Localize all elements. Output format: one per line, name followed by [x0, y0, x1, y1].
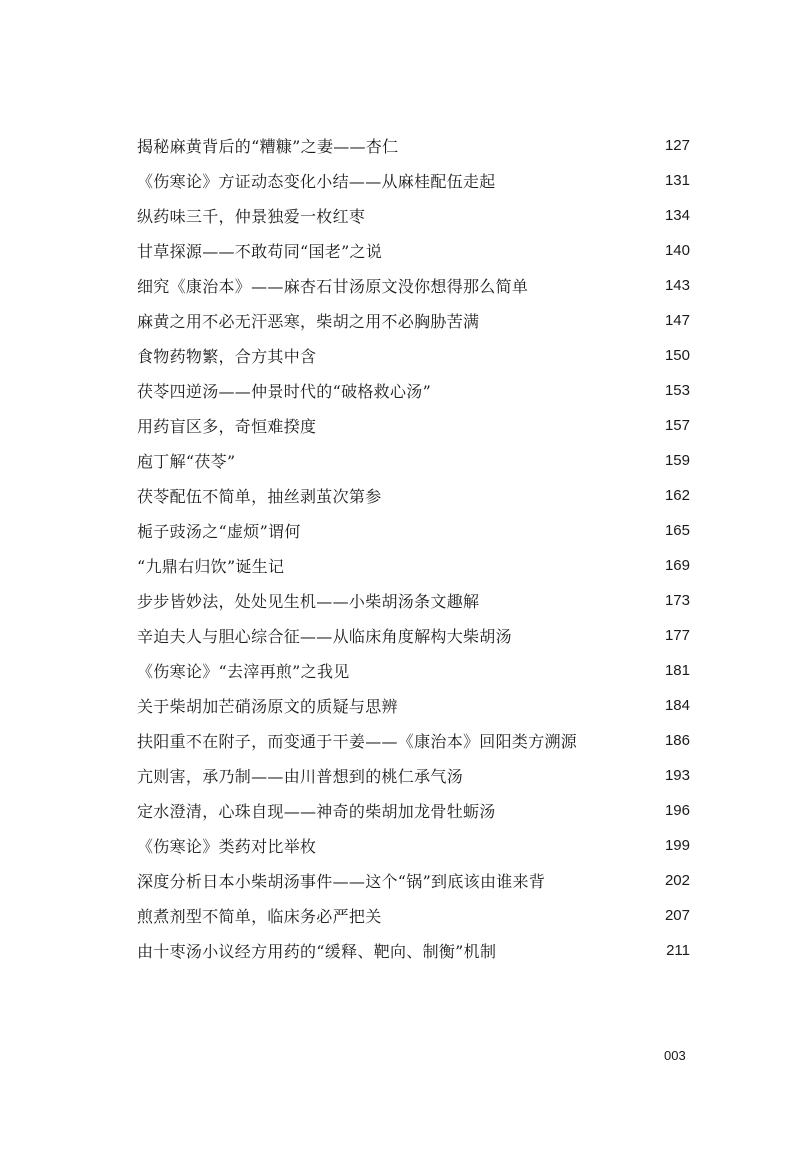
toc-entry-page-number: 127 — [664, 137, 690, 154]
toc-entry-page-number: 181 — [664, 662, 690, 679]
toc-entry — [137, 548, 690, 583]
toc-entry — [137, 373, 690, 408]
toc-entry — [137, 793, 690, 828]
toc-entry — [137, 478, 690, 513]
toc-entry-page-number: 193 — [664, 767, 690, 784]
toc-entry-page-number: 131 — [664, 172, 690, 189]
toc-entry-title: 《伤寒论》“去滓再煎”之我见 — [137, 662, 350, 681]
toc-entry-page-number: 153 — [664, 382, 690, 399]
toc-entry-title: 关于柴胡加芒硝汤原文的质疑与思辨 — [137, 697, 398, 716]
toc-entry — [137, 898, 690, 933]
toc-entry-page-number: 184 — [664, 697, 690, 714]
toc-entry — [137, 163, 690, 198]
toc-entry-page-number: 159 — [664, 452, 690, 469]
toc-entry-title: 《伤寒论》类药对比举枚 — [137, 837, 317, 856]
toc-entry — [137, 723, 690, 758]
toc-entry-title: 庖丁解“茯苓” — [137, 452, 236, 471]
toc-entry — [137, 128, 690, 163]
toc-entry-title: 扶阳重不在附子，而变通于干姜——《康治本》回阳类方溯源 — [137, 732, 578, 751]
page-number: 003 — [664, 1048, 686, 1063]
toc-entry-title: 麻黄之用不必无汗恶寒，柴胡之用不必胸胁苦满 — [137, 312, 480, 331]
toc-entry-page-number: 150 — [664, 347, 690, 364]
toc-entry — [137, 758, 690, 793]
toc-entry-title: 定水澄清，心珠自现——神奇的柴胡加龙骨牡蛎汤 — [137, 802, 496, 821]
toc-entry-page-number: 202 — [664, 872, 690, 889]
toc-entry — [137, 618, 690, 653]
toc-entry-title: 茯苓配伍不简单，抽丝剥茧次第参 — [137, 487, 382, 506]
toc-entry-page-number: 143 — [664, 277, 690, 294]
toc-entry-title: 纵药味三千，仲景独爱一枚红枣 — [137, 207, 366, 226]
toc-entry-page-number: 207 — [664, 907, 690, 924]
toc-entry-page-number: 177 — [664, 627, 690, 644]
toc-entry-title: 亢则害，承乃制——由川普想到的桃仁承气汤 — [137, 767, 464, 786]
toc-entry-title: 深度分析日本小柴胡汤事件——这个“锅”到底该由谁来背 — [137, 872, 546, 891]
toc-entry — [137, 338, 690, 373]
toc-entry-title: 由十枣汤小议经方用药的“缓释、靶向、制衡”机制 — [137, 942, 497, 961]
toc-entry-title: 《伤寒论》方证动态变化小结——从麻桂配伍走起 — [137, 172, 496, 191]
toc-entry — [137, 933, 690, 968]
toc-entry-page-number: 165 — [664, 522, 690, 539]
toc-entry-page-number: 157 — [664, 417, 690, 434]
toc-entry-title: 茯苓四逆汤——仲景时代的“破格救心汤” — [137, 382, 432, 401]
toc-entry-page-number: 147 — [664, 312, 690, 329]
toc-entry — [137, 688, 690, 723]
toc-entry-title: 揭秘麻黄背后的“糟糠”之妻——杏仁 — [137, 137, 399, 156]
toc-entry — [137, 653, 690, 688]
toc-entry-page-number: 186 — [664, 732, 690, 749]
toc-entry-title: 食物药物繁，合方其中含 — [137, 347, 317, 366]
toc-entry — [137, 268, 690, 303]
toc-entry-title: 栀子豉汤之“虚烦”谓何 — [137, 522, 301, 541]
toc-entry — [137, 583, 690, 618]
toc-entry — [137, 233, 690, 268]
toc-entry-title: 辛迫夫人与胆心综合征——从临床角度解构大柴胡汤 — [137, 627, 512, 646]
toc-entry — [137, 828, 690, 863]
toc-entry-title: 步步皆妙法，处处见生机——小柴胡汤条文趣解 — [137, 592, 480, 611]
toc-entry-title: 煎煮剂型不简单，临床务必严把关 — [137, 907, 382, 926]
toc-entry — [137, 408, 690, 443]
toc-entry-page-number: 173 — [664, 592, 690, 609]
toc-entry — [137, 863, 690, 898]
toc-entry-title: 甘草探源——不敢苟同“国老”之说 — [137, 242, 383, 261]
toc-entry — [137, 198, 690, 233]
toc-entry-title: “九鼎右归饮”诞生记 — [137, 557, 285, 576]
toc-entry-title: 细究《康治本》——麻杏石甘汤原文没你想得那么简单 — [137, 277, 529, 296]
toc-entry-page-number: 162 — [664, 487, 690, 504]
toc-entry-page-number: 134 — [664, 207, 690, 224]
toc-entry — [137, 513, 690, 548]
table-of-contents — [137, 128, 690, 968]
toc-entry-page-number: 199 — [664, 837, 690, 854]
toc-entry — [137, 303, 690, 338]
toc-entry-page-number: 211 — [666, 942, 690, 959]
toc-entry-page-number: 140 — [664, 242, 690, 259]
toc-entry-page-number: 169 — [664, 557, 690, 574]
toc-entry-page-number: 196 — [664, 802, 690, 819]
toc-entry-title: 用药盲区多，奇恒难揆度 — [137, 417, 317, 436]
toc-entry — [137, 443, 690, 478]
